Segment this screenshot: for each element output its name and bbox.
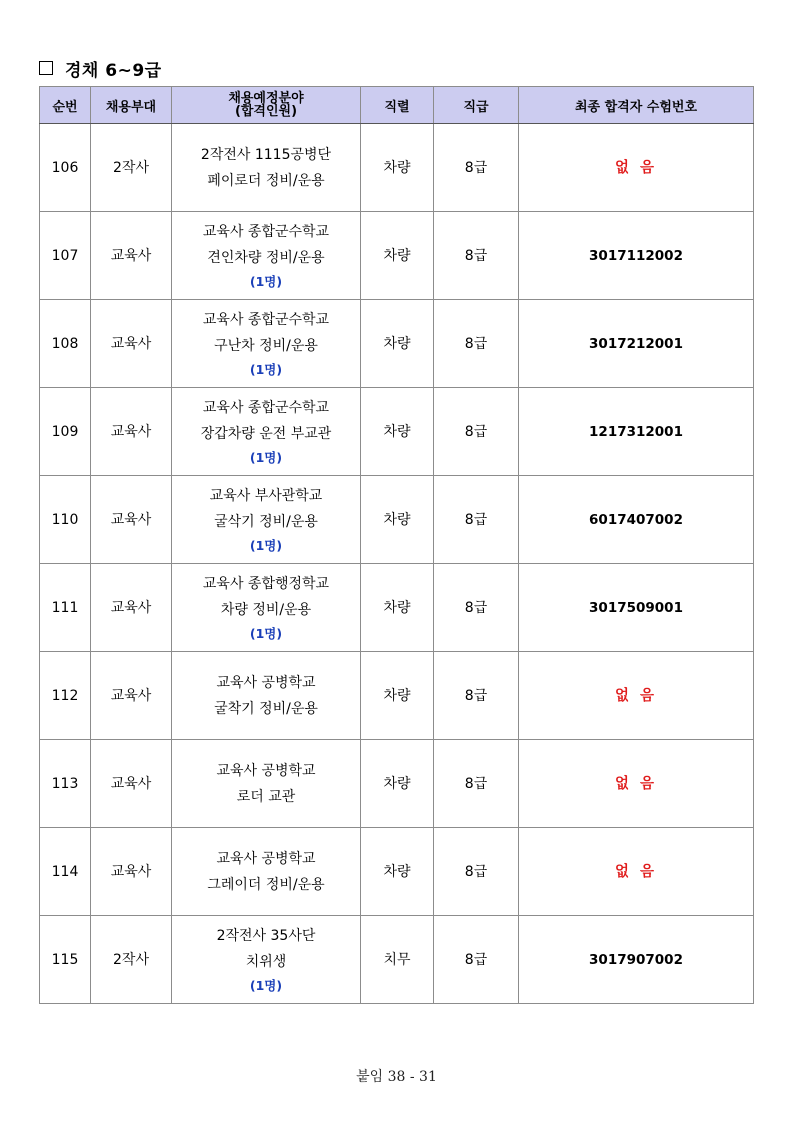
header-exam: 최종 합격자 수험번호 xyxy=(519,87,754,124)
page-number: 붙임 38 - 31 xyxy=(356,1069,437,1085)
cell-exam xyxy=(519,740,754,828)
exam-value: 3017509001 xyxy=(589,599,683,616)
cell-unit: 2작사 xyxy=(91,124,172,212)
cell-exam xyxy=(519,916,754,1004)
table-row xyxy=(40,476,754,564)
table-row xyxy=(40,124,754,212)
cell-field xyxy=(172,564,361,652)
cell-seq: 112 xyxy=(40,652,91,740)
headcount: (1명) xyxy=(249,537,283,553)
cell-field xyxy=(172,828,361,916)
cell-unit: 교육사 xyxy=(91,300,172,388)
results-table xyxy=(39,86,754,1004)
cell-seq: 114 xyxy=(40,828,91,916)
table-row xyxy=(40,212,754,300)
field-line2: 굴착기 정비/운용 xyxy=(214,700,318,717)
exam-value: 없 음 xyxy=(614,775,658,792)
exam-value: 없 음 xyxy=(614,687,658,704)
cell-field xyxy=(172,300,361,388)
header-field-line2: (합격인원) xyxy=(234,104,298,119)
cell-exam xyxy=(519,300,754,388)
cell-field xyxy=(172,388,361,476)
cell-seq: 110 xyxy=(40,476,91,564)
header-field-line1: 채용예정분야 xyxy=(228,91,304,106)
cell-grade: 8급 xyxy=(434,564,519,652)
field-line2: 그레이더 정비/운용 xyxy=(207,876,325,893)
cell-occupation: 차량 xyxy=(361,740,434,828)
cell-exam xyxy=(519,388,754,476)
cell-seq: 109 xyxy=(40,388,91,476)
cell-grade: 8급 xyxy=(434,124,519,212)
cell-seq: 106 xyxy=(40,124,91,212)
cell-seq: 107 xyxy=(40,212,91,300)
cell-seq: 111 xyxy=(40,564,91,652)
field-line2: 견인차량 정비/운용 xyxy=(207,249,325,266)
table-body xyxy=(40,124,754,1004)
cell-unit: 교육사 xyxy=(91,740,172,828)
header-field xyxy=(172,87,361,124)
field-line1: 교육사 부사관학교 xyxy=(209,487,323,504)
cell-exam xyxy=(519,652,754,740)
cell-occupation: 차량 xyxy=(361,300,434,388)
exam-value: 1217312001 xyxy=(589,423,683,440)
cell-grade: 8급 xyxy=(434,212,519,300)
cell-field xyxy=(172,476,361,564)
cell-grade: 8급 xyxy=(434,828,519,916)
header-seq: 순번 xyxy=(40,87,91,124)
field-line2: 치위생 xyxy=(245,953,287,970)
cell-unit: 교육사 xyxy=(91,388,172,476)
cell-unit: 2작사 xyxy=(91,916,172,1004)
cell-field xyxy=(172,124,361,212)
cell-unit: 교육사 xyxy=(91,212,172,300)
headcount: (1명) xyxy=(249,361,283,377)
field-line2: 구난차 정비/운용 xyxy=(214,337,318,354)
cell-grade: 8급 xyxy=(434,388,519,476)
headcount: (1명) xyxy=(249,449,283,465)
table-row xyxy=(40,388,754,476)
headcount: (1명) xyxy=(249,625,283,641)
cell-exam xyxy=(519,828,754,916)
cell-grade: 8급 xyxy=(434,652,519,740)
cell-unit: 교육사 xyxy=(91,828,172,916)
table-row xyxy=(40,740,754,828)
cell-grade: 8급 xyxy=(434,740,519,828)
cell-occupation: 차량 xyxy=(361,388,434,476)
field-line1: 교육사 종합군수학교 xyxy=(202,399,330,416)
field-line1: 2작전사 35사단 xyxy=(216,927,316,944)
cell-seq: 113 xyxy=(40,740,91,828)
field-line2: 페이로더 정비/운용 xyxy=(207,172,325,189)
headcount: (1명) xyxy=(249,273,283,289)
cell-unit: 교육사 xyxy=(91,564,172,652)
table-row xyxy=(40,300,754,388)
headcount: (1명) xyxy=(249,977,283,993)
cell-grade: 8급 xyxy=(434,476,519,564)
cell-occupation: 차량 xyxy=(361,124,434,212)
table-row xyxy=(40,652,754,740)
table-header-row xyxy=(40,87,754,124)
cell-exam xyxy=(519,476,754,564)
cell-grade: 8급 xyxy=(434,300,519,388)
exam-value: 3017112002 xyxy=(589,247,683,264)
field-line2: 굴삭기 정비/운용 xyxy=(214,513,318,530)
cell-seq: 108 xyxy=(40,300,91,388)
exam-value: 6017407002 xyxy=(589,511,683,528)
field-line2: 차량 정비/운용 xyxy=(220,601,312,618)
cell-field xyxy=(172,916,361,1004)
cell-exam xyxy=(519,124,754,212)
cell-unit: 교육사 xyxy=(91,476,172,564)
field-line1: 2작전사 1115공병단 xyxy=(200,146,332,163)
cell-field xyxy=(172,652,361,740)
exam-value: 3017212001 xyxy=(589,335,683,352)
cell-occupation: 차량 xyxy=(361,564,434,652)
exam-value: 없 음 xyxy=(614,863,658,880)
field-line1: 교육사 공병학교 xyxy=(216,850,316,867)
field-line1: 교육사 종합군수학교 xyxy=(202,311,330,328)
cell-occupation: 차량 xyxy=(361,476,434,564)
cell-occupation: 차량 xyxy=(361,828,434,916)
cell-occupation: 치무 xyxy=(361,916,434,1004)
cell-seq: 115 xyxy=(40,916,91,1004)
header-occupation: 직렬 xyxy=(361,87,434,124)
header-unit: 채용부대 xyxy=(91,87,172,124)
field-line2: 장갑차량 운전 부교관 xyxy=(200,425,332,442)
table-row xyxy=(40,828,754,916)
section-title: 경채 6~9급 xyxy=(65,60,162,81)
exam-value: 3017907002 xyxy=(589,951,683,968)
exam-value: 없 음 xyxy=(614,159,658,176)
cell-exam xyxy=(519,564,754,652)
section-heading xyxy=(39,56,162,80)
field-line1: 교육사 종합군수학교 xyxy=(202,223,330,240)
field-line1: 교육사 공병학교 xyxy=(216,762,316,779)
cell-field xyxy=(172,212,361,300)
table-row xyxy=(40,564,754,652)
cell-exam xyxy=(519,212,754,300)
field-line2: 로더 교관 xyxy=(236,788,296,805)
field-line1: 교육사 종합행정학교 xyxy=(202,575,330,592)
field-line1: 교육사 공병학교 xyxy=(216,674,316,691)
cell-unit: 교육사 xyxy=(91,652,172,740)
checkbox-icon xyxy=(39,61,53,75)
table-row xyxy=(40,916,754,1004)
cell-grade: 8급 xyxy=(434,916,519,1004)
cell-occupation: 차량 xyxy=(361,212,434,300)
header-grade: 직급 xyxy=(434,87,519,124)
cell-field xyxy=(172,740,361,828)
cell-occupation: 차량 xyxy=(361,652,434,740)
